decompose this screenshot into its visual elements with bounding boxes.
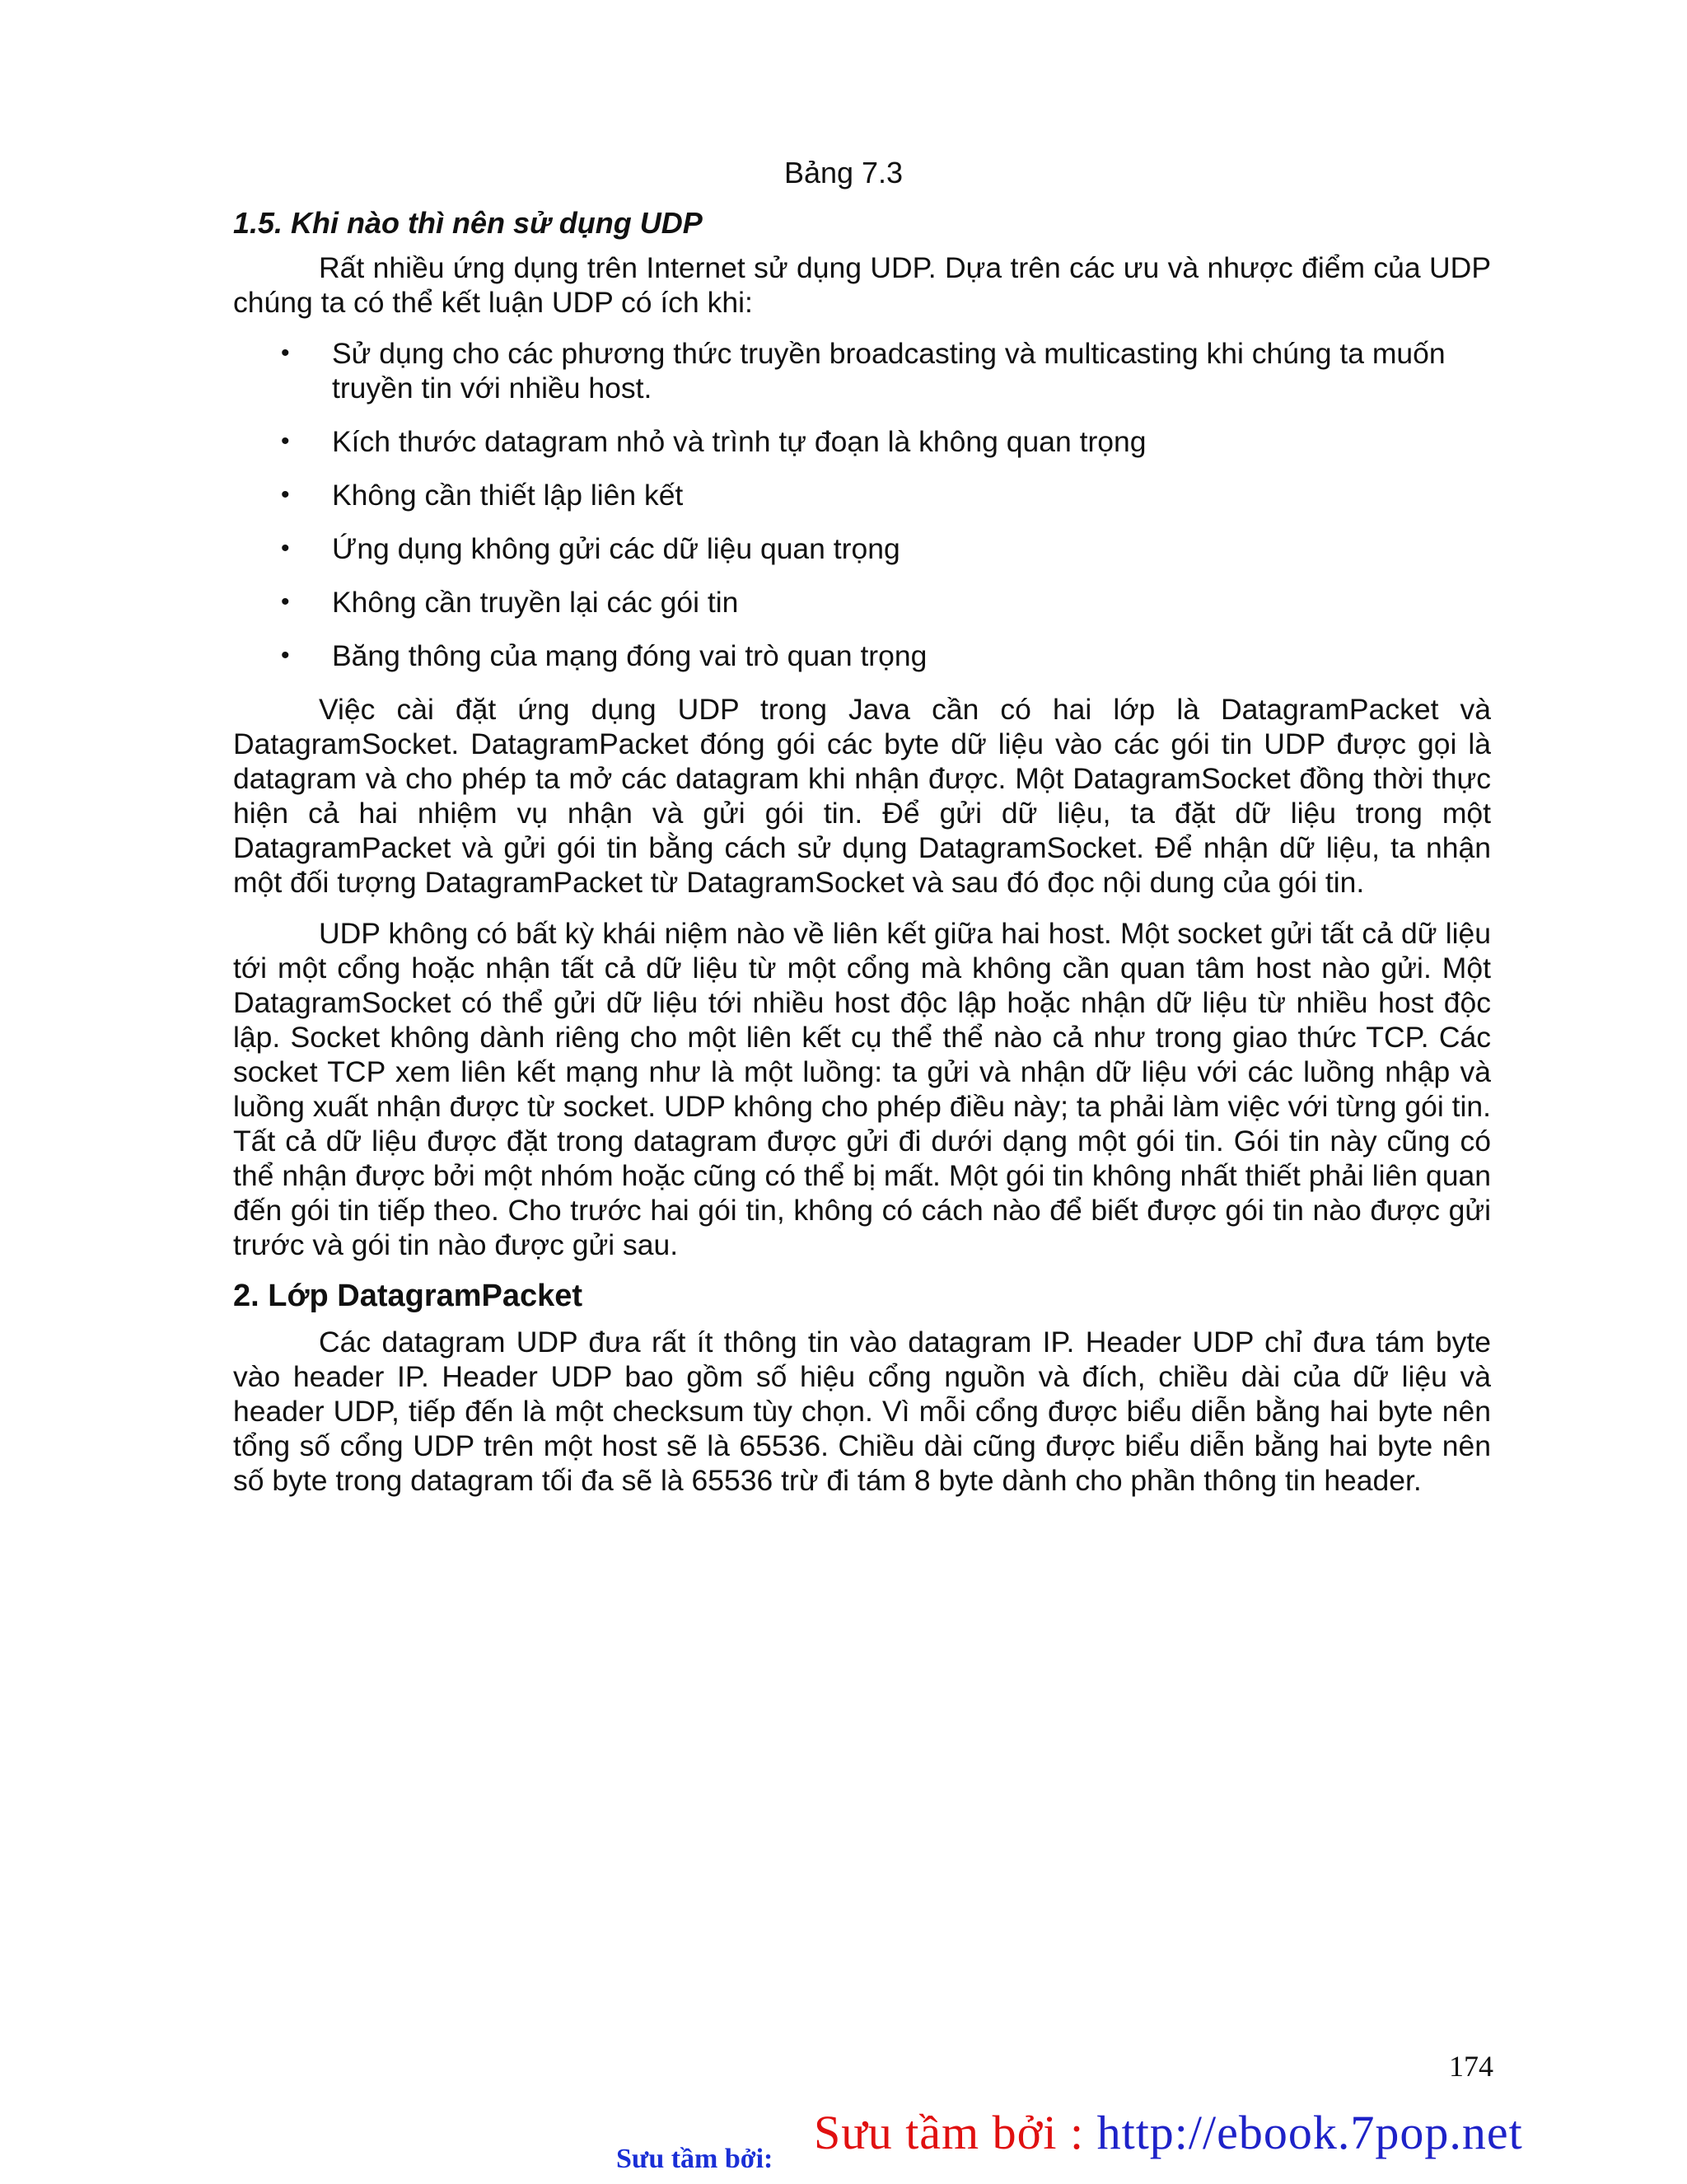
table-caption: Bảng 7.3 <box>783 156 904 189</box>
list-item: • Không cần truyền lại các gói tin <box>281 586 739 619</box>
intro-paragraph: Rất nhiều ứng dụng trên Internet sử dụng UDP. Dựa trên các ưu và nhược điểm của UDP chúng ta có thể kết luận UDP có ích khi: <box>233 251 1491 319</box>
watermark-url: http://ebook.7pop.net <box>1096 2106 1523 2159</box>
connection-paragraph: UDP không có bất kỳ khái niệm nào về liên kết giữa hai host. Một socket gửi tất cả dữ liệu tới một cổng hoặc nhận tất cả dữ liệu từ một cổng mà không cần quan tâm host nào gửi. Một DatagramSocket có thể gửi dữ liệu tới nhiều host độc lập hoặc nhận dữ liệu từ nhiều host độc lập. Socket không dành riêng cho một liên kết cụ thể thể nào cả như trong giao thức TCP. Các socket TCP xem liên kết mạng như là một luồng: ta gửi và nhận dữ liệu với các luồng nhập và luồng xuất nhận được từ socket. UDP không cho phép điều này; ta phải làm việc với từng gói tin. Tất cả dữ liệu được đặt trong datagram được gửi đi dưới dạng một gói tin. Gói tin này cũng có thể nhận được bởi một nhóm hoặc cũng có thể bị mất. Một gói tin không nhất thiết phải liên quan đến gói tin tiếp theo. Cho trước hai gói tin, không có cách nào để biết được gói tin nào được gửi trước và gói tin nào được gửi sau. <box>233 917 1491 1261</box>
list-item: • Sử dụng cho các phương thức truyền broadcasting và multicasting khi chúng ta muốn truyền tin với nhiều host. <box>281 337 1446 405</box>
page-number: 174 <box>1449 2050 1493 2083</box>
section-heading-2: 2. Lớp DatagramPacket <box>233 1279 583 1313</box>
section-heading-1-5: 1.5. Khi nào thì nên sử dụng UDP <box>233 206 703 240</box>
bullet-icon: • <box>281 588 290 615</box>
bullet-icon: • <box>281 481 290 508</box>
use-case-list <box>233 336 1491 673</box>
footer-credit: Sưu tầm bởi: <box>616 2144 773 2174</box>
footer-watermark <box>814 2105 1523 2160</box>
page-content <box>233 206 1491 1514</box>
list-item: • Không cần thiết lập liên kết <box>281 479 684 512</box>
bullet-icon: • <box>281 642 290 669</box>
list-item: • Kích thước datagram nhỏ và trình tự đoạn là không quan trọng <box>281 425 1147 458</box>
list-item: • Ứng dụng không gửi các dữ liệu quan trọng <box>281 532 900 565</box>
java-classes-paragraph: Việc cài đặt ứng dụng UDP trong Java cần có hai lớp là DatagramPacket và DatagramSocket. DatagramPacket đóng gói các byte dữ liệu vào các gói tin UDP được gọi là datagram và cho phép ta mở các datagram khi nhận được. Một DatagramSocket đồng thời thực hiện cả hai nhiệm vụ nhận và gửi gói tin. Để gửi dữ liệu, ta đặt dữ liệu trong một DatagramPacket và gửi gói tin bằng cách sử dụng DatagramSocket. Để nhận dữ liệu, ta nhận một đối tượng DatagramPacket từ DatagramSocket và sau đó đọc nội dung của gói tin. <box>233 693 1491 899</box>
bullet-icon: • <box>281 535 290 562</box>
watermark-label: Sưu tầm bởi : <box>814 2106 1097 2159</box>
bullet-icon: • <box>281 428 290 455</box>
bullet-icon: • <box>281 339 290 367</box>
datagram-header-paragraph: Các datagram UDP đưa rất ít thông tin vào datagram IP. Header UDP chỉ đưa tám byte vào header IP. Header UDP bao gồm số hiệu cổng nguồn và đích, chiều dài của dữ liệu và header UDP, tiếp đến là một checksum tùy chọn. Vì mỗi cổng được biểu diễn bằng hai byte nên tổng số cổng UDP trên một host sẽ là 65536. Chiều dài cũng được biểu diễn bằng hai byte nên số byte trong datagram tối đa sẽ là 65536 trừ đi tám 8 byte dành cho phần thông tin header. <box>233 1326 1491 1497</box>
list-item: • Băng thông của mạng đóng vai trò quan trọng <box>281 639 928 672</box>
